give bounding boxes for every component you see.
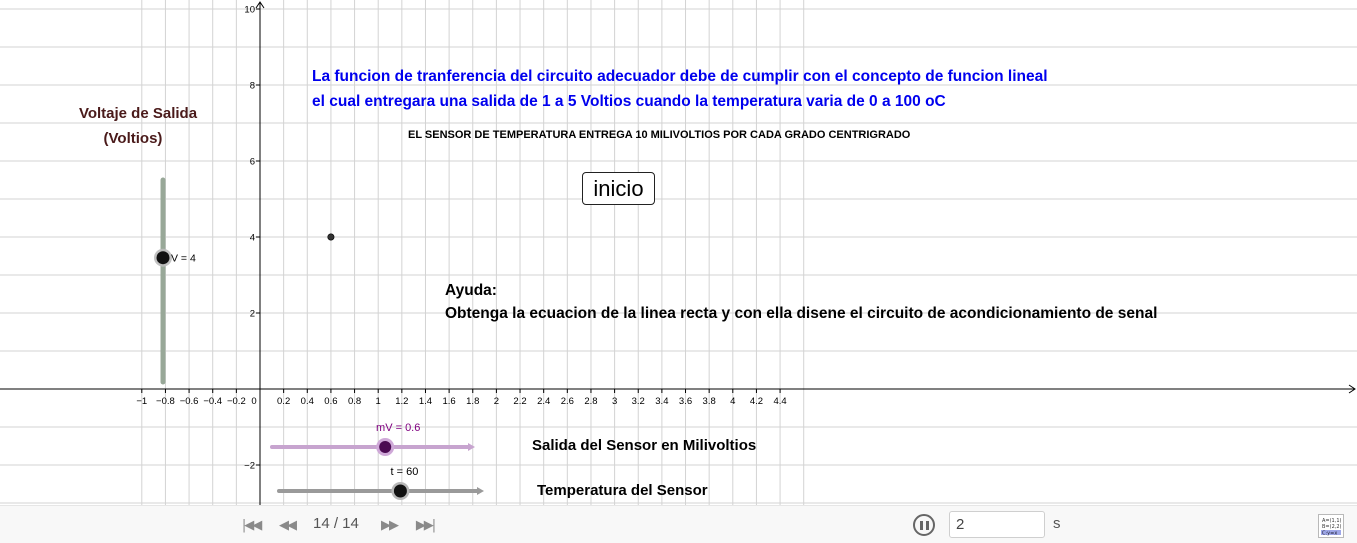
x-tick-label: −0.2 [226, 396, 246, 407]
x-tick-label: 0.2 [277, 396, 291, 407]
y-tick-label: 2 [249, 308, 255, 320]
sensor-note: EL SENSOR DE TEMPERATURA ENTREGA 10 MILIVOLTIOS POR CADA GRADO CENTRIGRADO [408, 129, 911, 141]
algebra-view-icon[interactable] [1318, 514, 1344, 538]
x-tick-label: 1.8 [466, 396, 480, 407]
x-tick-label: −0.8 [156, 396, 175, 407]
mv-slider-label: Salida del Sensor en Milivoltios [532, 437, 757, 454]
x-tick-label: 3 [611, 396, 618, 407]
voltage-label-line1: Voltaje de Salida [78, 105, 198, 122]
x-tick-label: 1.6 [442, 396, 456, 407]
mv-slider-handle[interactable] [379, 441, 391, 453]
temp-slider-arrow [477, 487, 484, 495]
x-tick-label: 3.6 [678, 396, 693, 407]
last-step-icon[interactable]: ▶▶| [415, 517, 435, 533]
help-text: Obtenga la ecuacion de la linea recta y con ella disene el circuito de acondicionamiento de senal [445, 305, 1158, 322]
x-tick-label: 0.4 [300, 396, 314, 407]
x-tick-label: 0.6 [324, 396, 338, 407]
x-tick-label: 2.4 [537, 396, 551, 407]
y-tick-label: 10 [244, 4, 255, 16]
x-tick-label: 0 [251, 396, 257, 407]
x-tick-label: 3.8 [702, 396, 716, 407]
temp-slider-caption: t = 60 [390, 466, 419, 478]
svg-text:C:y=x: C:y=x [1322, 530, 1338, 537]
next-step-icon[interactable]: ▶▶ [381, 517, 397, 533]
x-tick-label: 3.2 [631, 396, 645, 407]
voltage-slider-handle[interactable] [157, 251, 170, 264]
x-tick-label: 2.2 [513, 396, 527, 407]
help-title: Ayuda: [445, 282, 497, 299]
temp-slider-handle[interactable] [394, 485, 407, 498]
x-tick-label: −0.4 [203, 396, 223, 407]
temp-slider-label: Temperatura del Sensor [537, 482, 708, 499]
x-tick-label: 1.4 [418, 396, 433, 407]
start-button[interactable]: inicio [582, 172, 655, 205]
speed-unit: s [1053, 515, 1061, 532]
y-tick-label: 8 [249, 80, 255, 92]
voltage-label-line2: (Voltios) [103, 130, 163, 147]
x-tick-label: 3.4 [655, 396, 669, 407]
playback-bar [0, 505, 1357, 543]
x-tick-label: 2.6 [560, 396, 574, 407]
x-tick-label: 4.2 [749, 396, 764, 407]
y-tick-label: 4 [249, 232, 255, 244]
speed-input[interactable] [949, 511, 1045, 538]
x-tick-label: −1 [136, 396, 148, 407]
transfer-function-title-line1: La funcion de tranferencia del circuito adecuador debe de cumplir con el concepto de funcion lineal [312, 68, 1048, 85]
y-tick-label: −2 [244, 460, 255, 472]
x-tick-label: 4.4 [773, 396, 787, 407]
x-tick-label: 1.2 [395, 396, 409, 407]
mv-slider-caption: mV = 0.6 [376, 422, 421, 434]
pause-icon[interactable] [913, 514, 935, 536]
x-tick-label: 2.8 [584, 396, 598, 407]
y-tick-label: 6 [249, 156, 255, 168]
transfer-function-title-line2: el cual entregara una salida de 1 a 5 Voltios cuando la temperatura varia de 0 a 100 oC [312, 93, 946, 110]
x-tick-label: −0.6 [179, 396, 199, 407]
svg-text:B=(2,2): B=(2,2) [1322, 524, 1342, 530]
mv-slider-arrow [468, 443, 475, 451]
x-tick-label: 4 [730, 396, 736, 407]
previous-step-icon[interactable]: ◀◀ [279, 517, 295, 533]
first-step-icon[interactable]: |◀◀ [241, 517, 261, 533]
step-counter: 14 / 14 [313, 515, 359, 532]
x-tick-label: 0.8 [347, 396, 362, 407]
point-a[interactable] [328, 234, 334, 240]
voltage-slider-caption: V = 4 [171, 252, 196, 265]
x-tick-label: 1 [375, 396, 381, 407]
svg-text:A=(1,1): A=(1,1) [1322, 518, 1342, 524]
x-tick-label: 2 [493, 396, 500, 407]
